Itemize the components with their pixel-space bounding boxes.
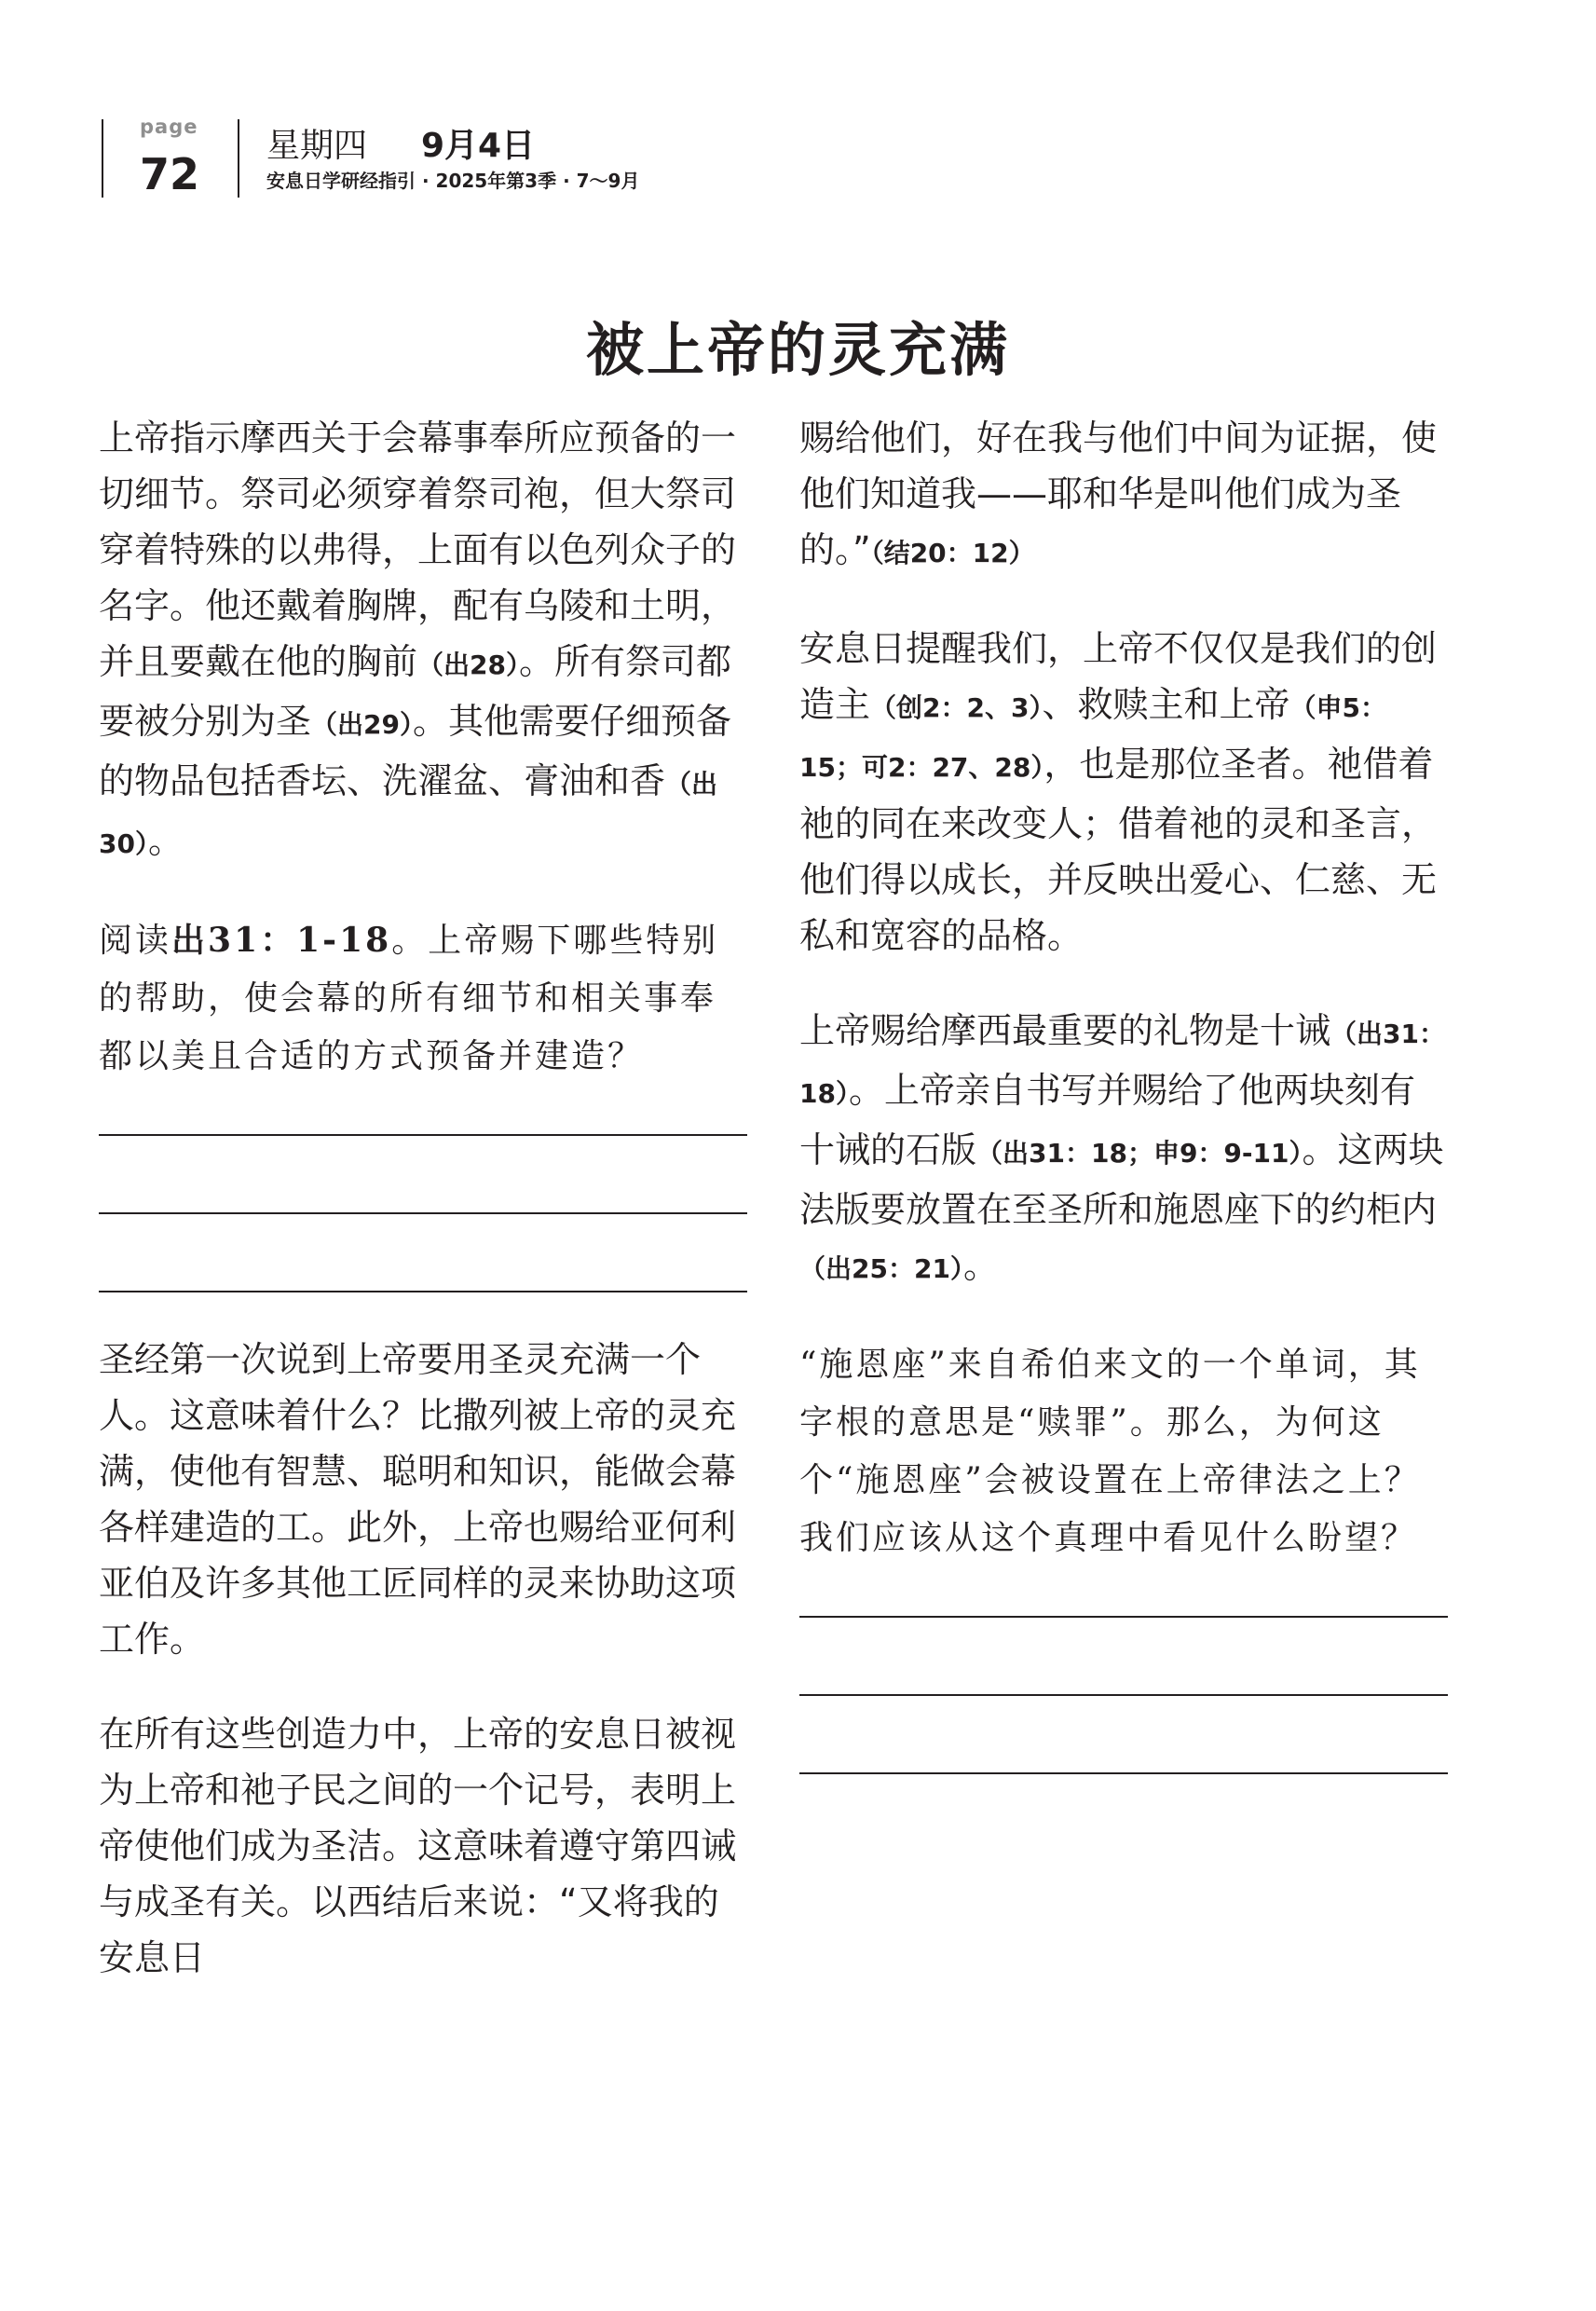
paragraph-priestly-details: 上帝指示摩西关于会幕事奉所应预备的一切细节。祭司必须穿着祭司袍，但大祭司穿着特殊的以弗得，上面有以色列众子的名字。他还戴着胸牌，配有乌陵和土明，并且要戴在他的胸前（出28）。所有祭司都要被分别为圣（出29）。其他需要仔细预备的物品包括香坛、洗濯盆、膏油和香（出30）。: [99, 417, 737, 861]
answer-lines-2: [799, 1616, 1448, 1774]
study-question-1: 阅读出31：1-18。上帝赐下哪些特别的帮助，使会幕的所有细节和相关事奉都以美且合适的方式预备并建造？: [99, 921, 719, 1075]
page-header: [0, 0, 1596, 214]
weekday: 星期四: [266, 127, 368, 165]
lesson-title: 被上帝的灵充满: [585, 316, 1010, 384]
header-divider-line: [238, 119, 239, 198]
answer-line[interactable]: [799, 1694, 1448, 1696]
answer-line[interactable]: [799, 1616, 1448, 1618]
scripture-ref: 出31：1-18: [171, 921, 392, 960]
right-column: [799, 410, 1448, 1774]
answer-line[interactable]: [799, 1772, 1448, 1774]
scripture-ref: （出29）: [311, 709, 413, 740]
paragraph-sabbath-sign: 在所有这些创造力中，上帝的安息日被视为上帝和祂子民之间的一个记号，表明上帝使他们成为圣洁。这意味着遵守第四诫与成圣有关。以西结后来说：“又将我的安息日: [99, 1714, 737, 1978]
scripture-ref: （出31：18）: [799, 1019, 1445, 1109]
paragraph-sabbath-reminder: 安息日提醒我们，上帝不仅仅是我们的创造主（创2：2、3）、救赎主和上帝（申5：15；可2：27、28），也是那位圣者。祂借着祂的同在来改变人；借着祂的灵和圣言，他们得以成长，并反映出爱心、仁慈、无私和宽容的品格。: [799, 628, 1438, 956]
left-divider-line: [102, 119, 103, 198]
paragraph-ten-commandments: 上帝赐给摩西最重要的礼物是十诫（出31：18）。上帝亲自书写并赐给了他两块刻有十诫的石版（出31：18；申9：9-11）。这两块法版要放置在至圣所和施恩座下的约柜内（出25：21）。: [799, 1010, 1445, 1286]
left-column: [99, 410, 747, 1986]
paragraph-bezalel: 圣经第一次说到上帝要用圣灵充满一个人。这意味着什么？比撒列被上帝的灵充满，使他有智慧、聪明和知识，能做会幕各样建造的工。此外，上帝也赐给亚何利亚伯及许多其他工匠同样的灵来协助这项工作。: [99, 1339, 737, 1660]
scripture-ref: （申5：15；可2：27、28）: [799, 692, 1386, 783]
study-question-2: “施恩座”来自希伯来文的一个单词，其字根的意思是“赎罪”。那么，为何这个“施恩座”会被设置在上帝律法之上？我们应该从这个真理中看见什么盼望？: [799, 1346, 1421, 1557]
answer-line[interactable]: [99, 1212, 747, 1214]
scripture-ref: （出28）: [417, 650, 519, 680]
scripture-ref: （创2：2、3）: [870, 692, 1043, 723]
answer-line[interactable]: [99, 1134, 747, 1136]
page-number: 72: [140, 149, 200, 199]
publication-subtitle: 安息日学研经指引 · 2025年第3季 · 7～9月: [266, 170, 640, 192]
page-label: page: [140, 116, 198, 138]
date: 9月4日: [421, 127, 536, 165]
answer-lines-1: [99, 1134, 747, 1292]
paragraph-ezekiel-quote: 赐给他们，好在我与他们中间为证据，使他们知道我——耶和华是叫他们成为圣的。”（结20：12）: [799, 417, 1438, 570]
scripture-ref: （出31：18；申9：9-11）: [976, 1138, 1303, 1169]
answer-line[interactable]: [99, 1291, 747, 1292]
scripture-ref: （出30）: [99, 769, 718, 859]
scripture-ref: （出25：21）: [799, 1253, 963, 1284]
scripture-ref: （结20：12）: [870, 538, 1035, 568]
